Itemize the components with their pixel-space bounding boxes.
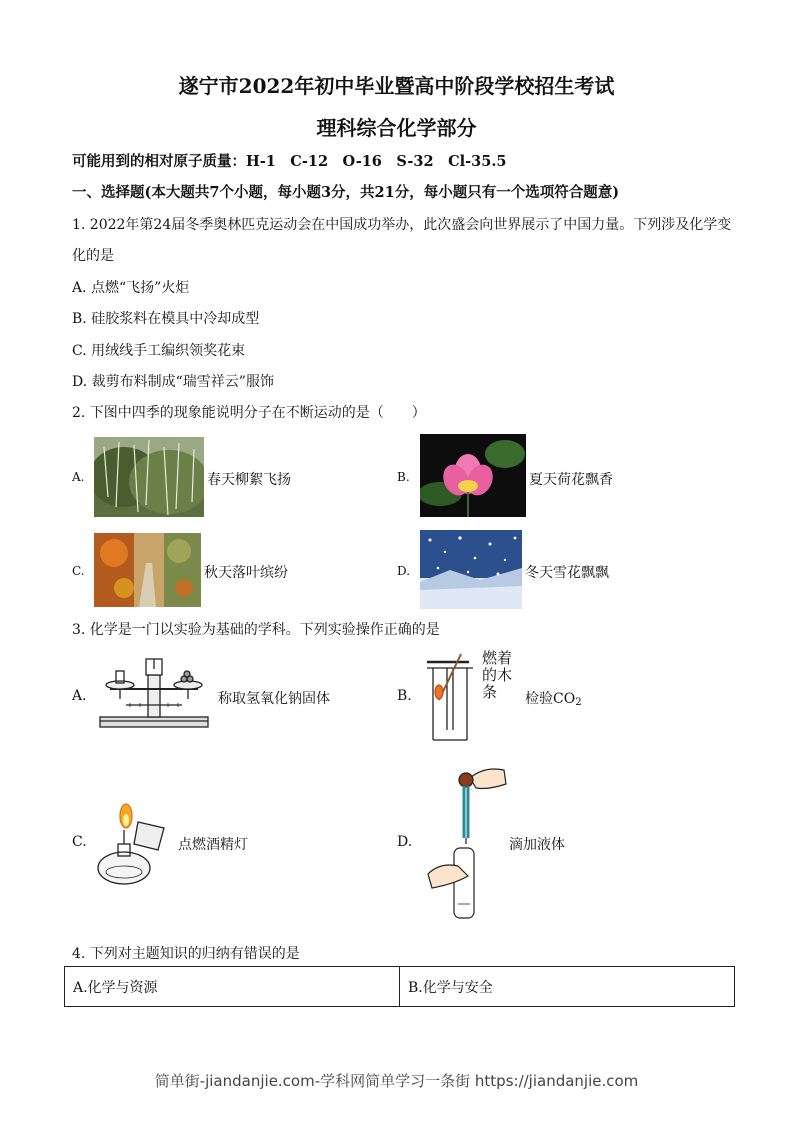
page-title: 遂宁市2022年初中毕业暨高中阶段学校招生考试 [178, 74, 615, 98]
burning-stick-label-line2: 的木 [482, 666, 513, 684]
q1-option-c: C. 用绒线手工编织领奖花束 [72, 343, 246, 359]
alcohol-lamp-diagram [94, 800, 174, 888]
dropper-diagram [424, 764, 510, 922]
gas-bottle-diagram [425, 652, 477, 742]
q2-stem: 2. 下图中四季的现象能说明分子在不断运动的是（ ） [72, 405, 426, 421]
q2-option-c-caption: 秋天落叶缤纷 [204, 565, 288, 581]
willow-catkin-image [94, 437, 204, 517]
autumn-leaves-image [94, 533, 201, 607]
q1-option-a: A. 点燃“飞扬”火炬 [72, 280, 190, 296]
q2-option-a-letter: A. [72, 470, 85, 484]
burning-stick-label [482, 650, 512, 701]
q3-stem: 3. 化学是一门以实验为基础的学科。下列实验操作正确的是 [72, 622, 440, 638]
burning-stick-label-line3: 条 [482, 683, 498, 701]
page-footer: 简单街-jiandanjie.com-学科网简单学习一条街 https://jiandanjie.com [154, 1072, 639, 1090]
q3-option-b-caption-text: 检验CO [525, 691, 576, 707]
q4-table-cell-b: B.化学与安全 [400, 967, 735, 1007]
q3-option-b-caption [525, 688, 582, 708]
lotus-image [420, 434, 526, 517]
section-heading: 一、选择题(本大题共7个小题，每小题3分，共21分，每小题只有一个选项符合题意) [72, 184, 620, 201]
q1-option-b: B. 硅胶浆料在模具中冷却成型 [72, 311, 260, 327]
q4-table-cell-a: A.化学与资源 [65, 967, 400, 1007]
burning-stick-label-line1: 燃着 [482, 649, 513, 667]
q3-option-b-subscript: 2 [575, 697, 582, 708]
q3-option-a-letter: A. [72, 688, 87, 704]
atomic-masses: 可能用到的相对原子质量：H-1 C-12 O-16 S-32 Cl-35.5 [72, 153, 507, 170]
q4-stem: 4. 下列对主题知识的归纳有错误的是 [72, 946, 300, 962]
q2-option-b-caption: 夏天荷花飘香 [529, 472, 613, 488]
q1-stem-line2: 化的是 [72, 248, 114, 264]
q1-stem-line1: 1. 2022年第24届冬季奥林匹克运动会在中国成功举办，此次盛会向世界展示了中国力量。下列涉及化学变 [72, 217, 732, 233]
q3-option-a-caption: 称取氢氧化钠固体 [218, 691, 330, 707]
q3-option-c-caption: 点燃酒精灯 [178, 837, 248, 853]
q3-option-c-letter: C. [72, 834, 87, 850]
q3-option-d-caption: 滴加液体 [509, 837, 565, 853]
q2-option-d-caption: 冬天雪花飘飘 [525, 565, 609, 581]
snowflakes-image [420, 530, 522, 609]
q2-option-a-caption: 春天柳絮飞扬 [207, 472, 291, 488]
q1-option-d: D. 裁剪布料制成“瑞雪祥云”服饰 [72, 374, 274, 390]
page-subtitle: 理科综合化学部分 [316, 116, 477, 140]
q2-option-d-letter: D. [397, 564, 411, 578]
q2-option-b-letter: B. [397, 470, 410, 484]
q4-table [64, 966, 735, 1007]
q3-option-b-letter: B. [397, 688, 412, 704]
balance-scale-diagram [96, 655, 212, 730]
table-row [65, 967, 735, 1007]
q3-option-d-letter: D. [397, 834, 413, 850]
q2-option-c-letter: C. [72, 564, 85, 578]
